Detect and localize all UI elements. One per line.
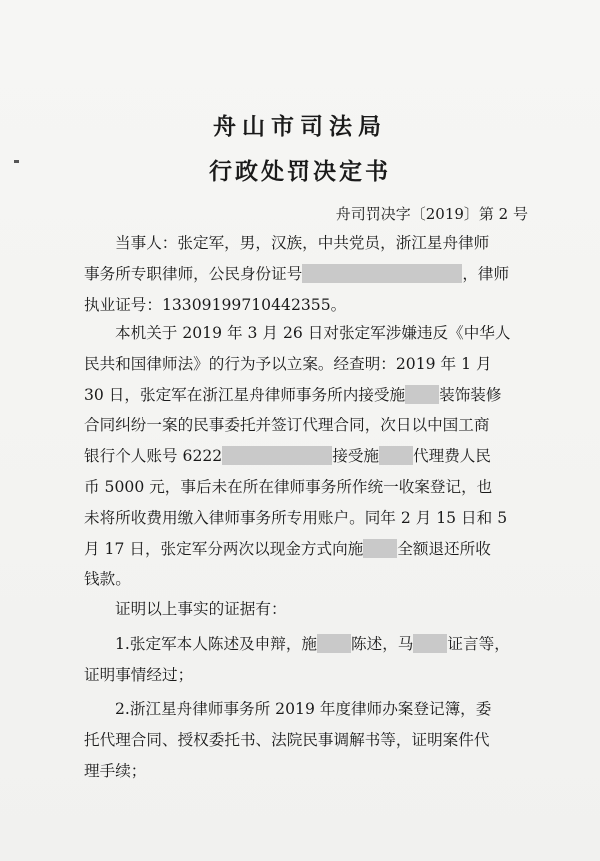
party-line-text: ，律师 <box>462 264 510 283</box>
evidence-item-cont: 证明事情经过； <box>84 665 194 684</box>
redaction-name <box>413 634 447 653</box>
redaction-name <box>405 385 439 404</box>
facts-line: 合同纠纷一案的民事委托并签订代理合同，次日以中国工商 <box>84 416 490 435</box>
facts-text: 月 17 日，张定军分两次以现金方式向施 <box>84 539 364 558</box>
evidence-item <box>84 629 529 660</box>
facts-text: 接受施 <box>332 447 380 466</box>
evidence-text: 陈述，马 <box>351 634 414 653</box>
redaction-name <box>379 446 413 465</box>
facts-line <box>84 534 529 565</box>
party-line <box>84 259 529 290</box>
evidence-item: 2.浙江星舟律师事务所 2019 年度律师办案登记簿，委 <box>115 700 492 719</box>
facts-line: 钱款。 <box>84 570 131 589</box>
document-number: 舟司罚决字〔2019〕第 2 号 <box>335 205 528 223</box>
party-line: 执业证号：13309199710442355。 <box>84 295 347 314</box>
facts-line <box>84 441 529 472</box>
document-title: 舟山市司法局 <box>213 113 387 140</box>
document-subtitle: 行政处罚决定书 <box>209 158 391 185</box>
party-line-text: 事务所专职律师，公民身份证号 <box>84 264 303 283</box>
facts-line: 未将所收费用缴入律师事务所专用账户。同年 2 月 15 日和 5 <box>84 508 508 527</box>
party-section <box>84 228 529 320</box>
facts-line: 本机关于 2019 年 3 月 26 日对张定军涉嫌违反《中华人 <box>115 324 511 342</box>
facts-line: 民共和国律师法》的行为予以立案。经查明：2019 年 1 月 <box>84 354 492 373</box>
facts-text: 装饰装修 <box>439 385 502 404</box>
evidence-text: 证言等， <box>447 634 510 653</box>
facts-text: 全额退还所收 <box>397 539 491 558</box>
facts-section <box>84 318 529 595</box>
evidence-section <box>84 594 529 787</box>
evidence-intro: 证明以上事实的证据有： <box>115 600 287 618</box>
facts-text: 代理费人民 <box>413 447 491 466</box>
redaction-account-number <box>222 446 332 465</box>
facts-line: 币 5000 元，事后未在所在律师事务所作统一收案登记，也 <box>84 477 493 496</box>
evidence-text: 1.张定军本人陈述及申辩，施 <box>115 634 318 653</box>
party-line: 当事人：张定军，男，汉族，中共党员，浙江星舟律师 <box>115 234 490 252</box>
redaction-id-number <box>302 264 462 283</box>
facts-text: 30 日，张定军在浙江星舟律师事务所内接受施 <box>84 385 406 404</box>
redaction-name <box>363 539 397 558</box>
facts-line <box>84 380 529 411</box>
facts-text: 银行个人账号 6222 <box>84 447 223 466</box>
redaction-name <box>317 634 351 653</box>
evidence-item-cont: 理手续； <box>84 761 147 780</box>
evidence-item-cont: 托代理合同、授权委托书、法院民事调解书等，证明案件代 <box>84 731 490 750</box>
